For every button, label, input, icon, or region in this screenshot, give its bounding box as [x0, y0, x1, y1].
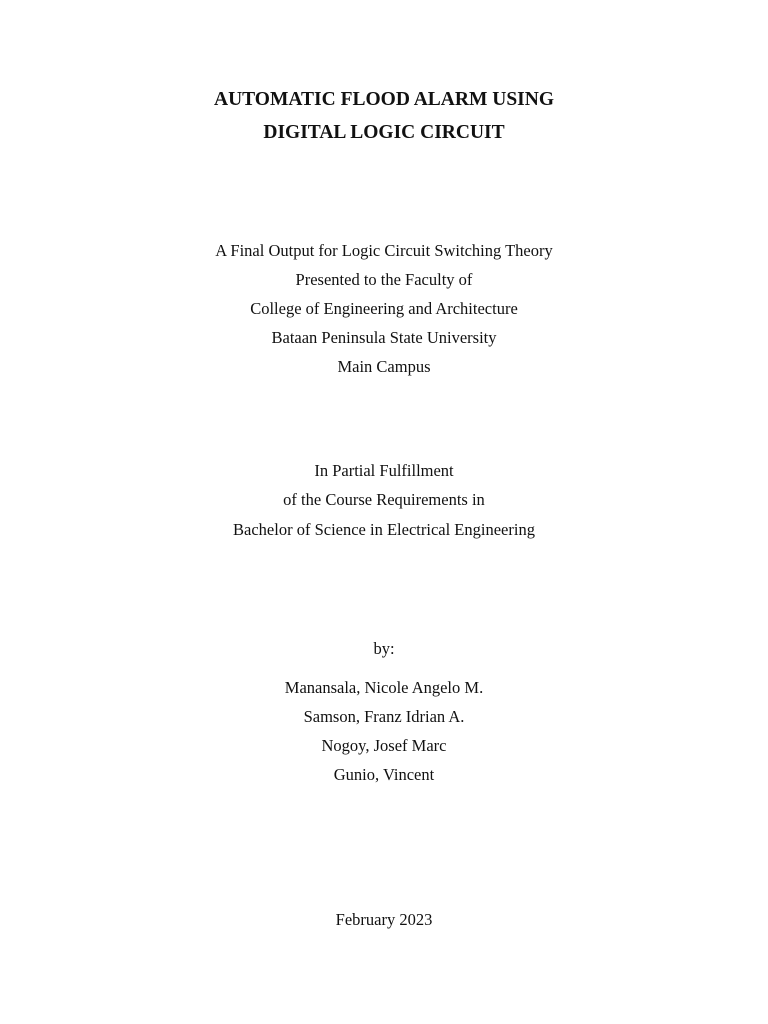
- title-line-2: DIGITAL LOGIC CIRCUIT: [263, 122, 505, 143]
- presentation-line-1: A Final Output for Logic Circuit Switching Theory: [215, 241, 553, 260]
- submission-date: February 2023: [335, 910, 433, 929]
- author-name: Gunio, Vincent: [333, 765, 435, 784]
- author-name: Nogoy, Josef Marc: [321, 736, 447, 755]
- fulfillment-line-3: Bachelor of Science in Electrical Engineering: [233, 520, 535, 539]
- presentation-line-4: Bataan Peninsula State University: [271, 328, 497, 347]
- presentation-line-3: College of Engineering and Architecture: [250, 299, 518, 318]
- author-name: Manansala, Nicole Angelo M.: [284, 678, 484, 697]
- by-label: by:: [373, 639, 395, 658]
- presentation-line-2: Presented to the Faculty of: [295, 270, 473, 289]
- author-name: Samson, Franz Idrian A.: [303, 707, 465, 726]
- fulfillment-line-2: of the Course Requirements in: [283, 490, 485, 509]
- presentation-line-5: Main Campus: [337, 357, 431, 376]
- fulfillment-line-1: In Partial Fulfillment: [314, 461, 454, 480]
- title-line-1: AUTOMATIC FLOOD ALARM USING: [213, 89, 554, 110]
